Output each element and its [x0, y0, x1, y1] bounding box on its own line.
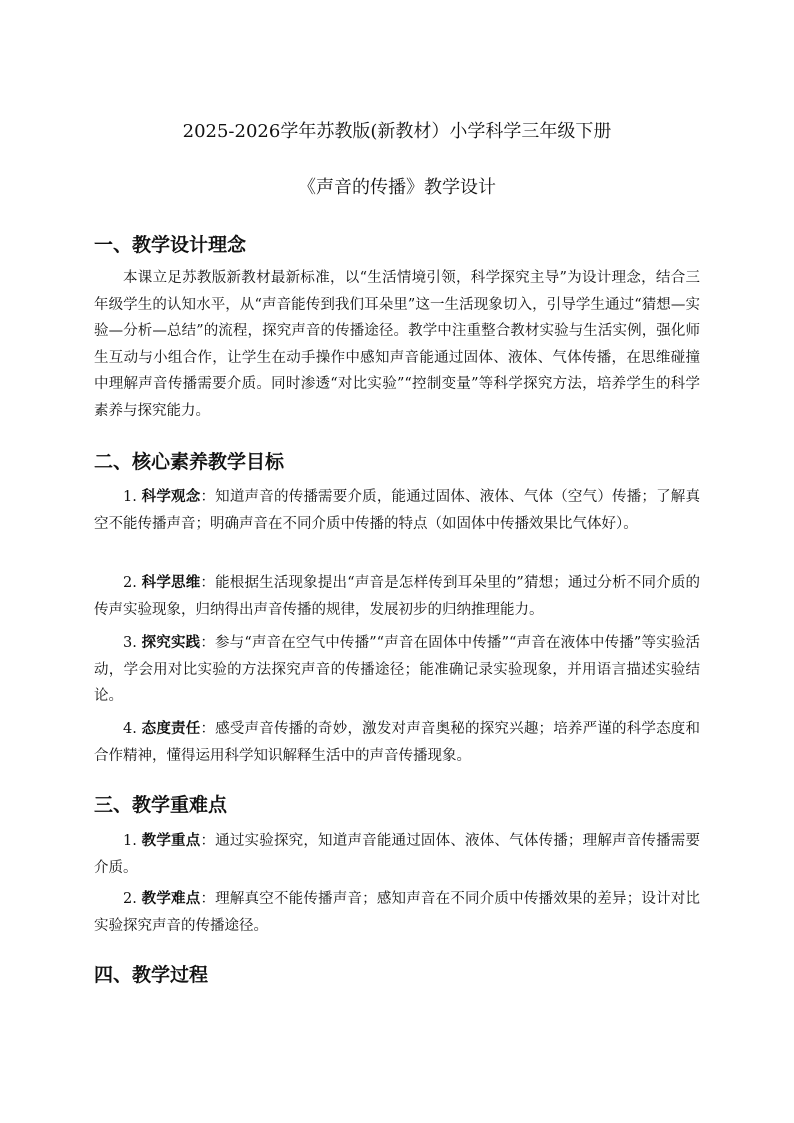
objective-text: ：知道声音的传播需要介质，能通过固体、液体、气体（空气）传播；了解真空不能传播声音；明确声音在不同介质中传播的特点（如固体中传播效果比气体好）。 — [94, 489, 701, 532]
objective-label: 探究实践 — [141, 634, 201, 651]
objective-label: 态度责任 — [141, 720, 201, 737]
section-heading-key-points: 三、教学重难点 — [94, 794, 228, 816]
objective-text: ：能根据生活现象提出“声音是怎样传到耳朵里的”猜想；通过分析不同介质的传声实验现象，归纳得出声音传播的规律，发展初步的归纳推理能力。 — [94, 575, 701, 618]
objective-number: 4. — [123, 721, 137, 737]
objective-item — [94, 484, 700, 537]
key-point-text: ：通过实验探究，知道声音能通过固体、液体、气体传播；理解声音传播需要介质。 — [94, 833, 701, 876]
section-heading-teaching-process: 四、教学过程 — [94, 964, 209, 986]
key-point-text: ：理解真空不能传播声音；感知声音在不同介质中传播效果的差异；设计对比实验探究声音的传播途径。 — [94, 891, 701, 934]
key-point-item — [94, 828, 700, 881]
key-point-label: 教学重点 — [141, 832, 201, 849]
document-subtitle: 《声音的传播》教学设计 — [298, 177, 496, 198]
key-point-number: 1. — [123, 833, 137, 849]
objective-number: 3. — [123, 635, 137, 651]
objective-number: 1. — [123, 489, 137, 505]
objective-text: ：参与“声音在空气中传播”“声音在固体中传播”“声音在液体中传播”等实验活动，学会用对比实验的方法探究声音的传播途径；能准确记录实验现象，并用语言描述实验结论。 — [94, 635, 701, 704]
design-concept-paragraph: 本课立足苏教版新教材最新标准，以“生活情境引领，科学探究主导”为设计理念，结合三年级学生的认知水平，从“声音能传到我们耳朵里”这一生活现象切入，引导学生通过“猜想—实验—分析—总结”的流程，探究声音的传播途径。教学中注重整合教材实验与生活实例，强化师生互动与小组合作，让学生在动手操作中感知声音能通过固体、液体、气体传播，在思维碰撞中理解声音传播需要介质。同时渗透“对比实验”“控制变量”等科学探究方法，培养学生的科学素养与探究能力。 — [94, 270, 700, 419]
document-title: 2025-2026学年苏教版(新教材）小学科学三年级下册 — [182, 121, 612, 142]
objective-text: ：感受声音传播的奇妙，激发对声音奥秘的探究兴趣；培养严谨的科学态度和合作精神，懂得运用科学知识解释生活中的声音传播现象。 — [94, 721, 701, 764]
objective-label: 科学思维 — [141, 574, 201, 591]
key-point-number: 2. — [123, 891, 137, 907]
section-heading-design-concept: 一、教学设计理念 — [94, 234, 247, 256]
section-heading-objectives: 二、核心素养教学目标 — [94, 451, 285, 473]
objective-label: 科学观念 — [141, 488, 201, 505]
key-point-item — [94, 886, 700, 939]
key-point-label: 教学难点 — [141, 890, 201, 907]
objective-item — [94, 570, 700, 623]
objective-number: 2. — [123, 575, 137, 591]
objective-item — [94, 716, 700, 769]
objective-item — [94, 630, 700, 710]
